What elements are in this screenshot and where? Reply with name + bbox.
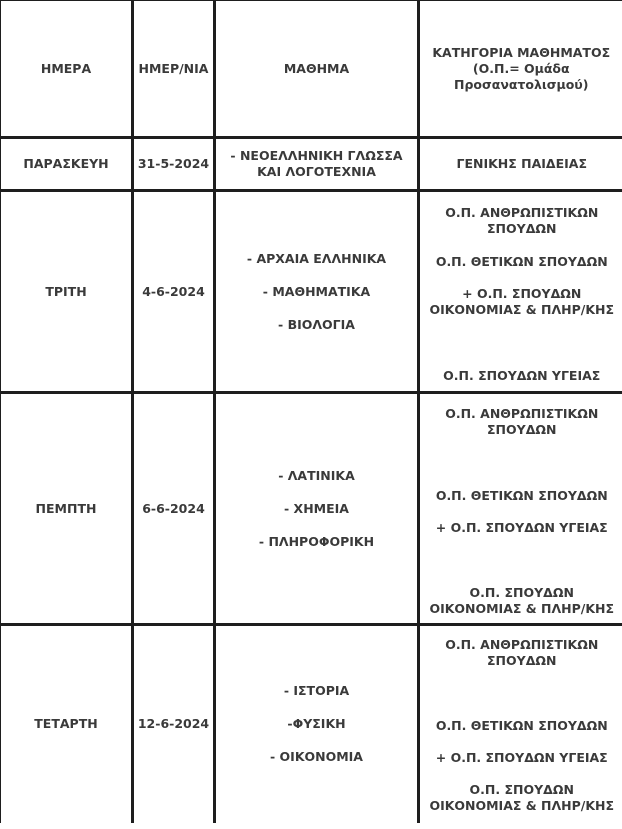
header-category-line: ΚΑΤΗΓΟΡΙΑ ΜΑΘΗΜΑΤΟΣ [432, 44, 611, 60]
category-line: Ο.Π. ΑΝΘΡΩΠΙΣΤΙΚΩΝ [445, 405, 599, 421]
subject-line: ΚΑΙ ΛΟΓΟΤΕΧΝΙΑ [257, 164, 376, 179]
table-header-row [1, 1, 622, 138]
subject-line: - ΧΗΜΕΙΑ [284, 500, 349, 516]
subject-line: -ΦΥΣΙΚΗ [287, 716, 346, 732]
category-line: ΟΙΚΟΝΟΜΙΑΣ & ΠΛΗΡ/ΚΗΣ [429, 600, 615, 616]
category-line: ΣΠΟΥΔΩΝ [487, 653, 557, 669]
day-cell: ΤΕΤΑΡΤΗ [1, 625, 133, 823]
subject-line: - ΝΕΟΕΛΛΗΝΙΚΗ ΓΛΩΣΣΑ [230, 148, 403, 163]
subject-cell [215, 393, 419, 625]
category-cell [419, 625, 622, 823]
category-line: Ο.Π. ΑΝΘΡΩΠΙΣΤΙΚΩΝ [445, 204, 599, 220]
header-category-line: (Ο.Π.= Ομάδα [472, 60, 570, 76]
subject-cell [215, 191, 419, 393]
table-row [1, 191, 622, 393]
category-cell [419, 393, 622, 625]
header-category [419, 1, 622, 138]
category-line: Ο.Π. ΘΕΤΙΚΩΝ ΣΠΟΥΔΩΝ [435, 487, 608, 503]
category-line: + Ο.Π. ΣΠΟΥΔΩΝ ΥΓΕΙΑΣ [435, 750, 608, 766]
header-category-line: Προσανατολισμού) [454, 76, 589, 92]
category-line: ΣΠΟΥΔΩΝ [487, 421, 557, 437]
subject-line: - ΛΑΤΙΝΙΚΑ [278, 467, 355, 483]
category-line: ΟΙΚΟΝΟΜΙΑΣ & ΠΛΗΡ/ΚΗΣ [429, 798, 615, 814]
day-cell: ΠΕΜΠΤΗ [1, 393, 133, 625]
date-cell: 6-6-2024 [133, 393, 215, 625]
date-cell: 31-5-2024 [133, 138, 215, 191]
subject-cell [215, 138, 419, 191]
subject-line: - ΠΛΗΡΟΦΟΡΙΚΗ [258, 533, 375, 549]
category-line: Ο.Π. ΣΠΟΥΔΩΝ ΥΓΕΙΑΣ [443, 367, 601, 383]
header-day: ΗΜΕΡΑ [1, 1, 133, 138]
category-line: Ο.Π. ΘΕΤΙΚΩΝ ΣΠΟΥΔΩΝ [435, 718, 608, 734]
category-cell [419, 191, 622, 393]
table-row [1, 138, 622, 191]
category-line: Ο.Π. ΣΠΟΥΔΩΝ [469, 584, 574, 600]
category-line: Ο.Π. ΑΝΘΡΩΠΙΣΤΙΚΩΝ [445, 637, 599, 653]
day-cell: ΤΡΙΤΗ [1, 191, 133, 393]
category-line: ΣΠΟΥΔΩΝ [487, 220, 557, 236]
subject-line: - ΙΣΤΟΡΙΑ [283, 683, 350, 699]
table-row [1, 393, 622, 625]
table-row [1, 625, 622, 823]
category-line: Ο.Π. ΘΕΤΙΚΩΝ ΣΠΟΥΔΩΝ [435, 253, 608, 269]
header-subject: ΜΑΘΗΜΑ [215, 1, 419, 138]
subject-line: - ΜΑΘΗΜΑΤΙΚΑ [262, 283, 371, 299]
header-date: ΗΜΕΡ/ΝΙΑ [133, 1, 215, 138]
subject-line: - ΑΡΧΑΙΑ ΕΛΛΗΝΙΚΑ [246, 250, 387, 266]
date-cell: 4-6-2024 [133, 191, 215, 393]
subject-line: - ΟΙΚΟΝΟΜΙΑ [270, 749, 363, 765]
category-line: + Ο.Π. ΣΠΟΥΔΩΝ [462, 285, 582, 301]
category-line: ΟΙΚΟΝΟΜΙΑΣ & ΠΛΗΡ/ΚΗΣ [429, 301, 615, 317]
day-cell: ΠΑΡΑΣΚΕΥΗ [1, 138, 133, 191]
category-line: Ο.Π. ΣΠΟΥΔΩΝ [469, 782, 574, 798]
subject-line: - ΒΙΟΛΟΓΙΑ [278, 316, 355, 332]
date-cell: 12-6-2024 [133, 625, 215, 823]
subject-cell [215, 625, 419, 823]
category-line: + Ο.Π. ΣΠΟΥΔΩΝ ΥΓΕΙΑΣ [435, 519, 608, 535]
category-cell: ΓΕΝΙΚΗΣ ΠΑΙΔΕΙΑΣ [419, 138, 622, 191]
